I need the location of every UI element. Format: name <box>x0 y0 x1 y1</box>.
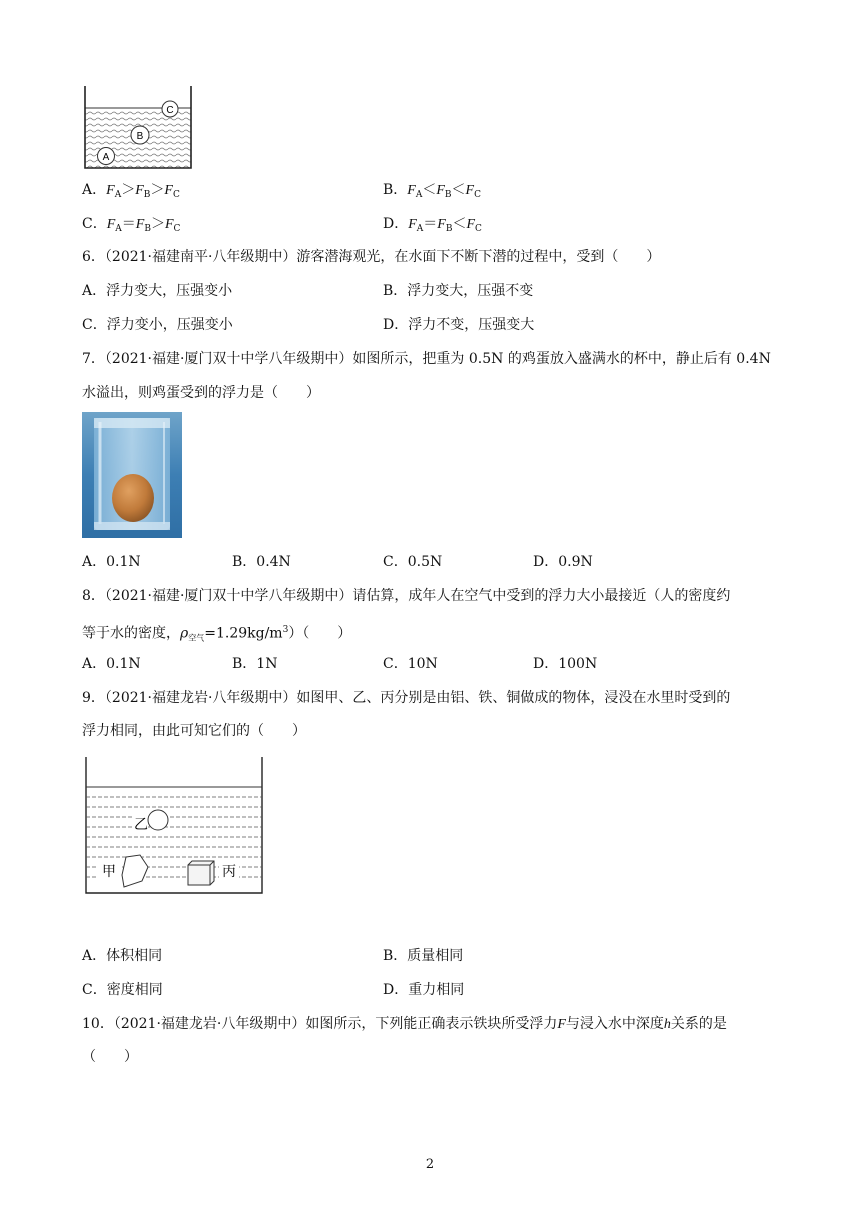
q7-stem-line1: 7．（2021·福建·厦门双十中学八年级期中）如图所示，把重为 0.5N 的鸡蛋放入盛满水的杯中，静止后有 0.4N <box>82 351 771 367</box>
q9-option-d: D．重力相同 <box>383 982 465 998</box>
q9-option-b: B．质量相同 <box>383 948 464 964</box>
q9-stem-line1: 9．（2021·福建龙岩·八年级期中）如图甲、乙、丙分别是由铝、铁、铜做成的物体，浸没在水里时受到的 <box>82 690 731 706</box>
q5-beaker-figure <box>80 86 196 172</box>
q6-option-b: B．浮力变大，压强不变 <box>383 283 534 299</box>
q5-option-b: B．$F_A<F_B<F_C$ <box>383 182 481 200</box>
ball-b <box>131 126 149 144</box>
q6-stem: 6．（2021·福建南平·八年级期中）游客潜海观光，在水面下不断下潜的过程中，受到（ ） <box>82 249 661 265</box>
q8-option-d: D．100N <box>533 656 598 672</box>
ball-a <box>98 148 115 165</box>
q9-option-a: A．体积相同 <box>82 948 163 964</box>
ball-c <box>162 101 178 117</box>
page-number: 2 <box>425 1157 435 1172</box>
object-jia-label: 甲 <box>102 864 116 880</box>
q5-option-d: D．$F_A=F_B<F_C$ <box>383 216 482 234</box>
q5-option-a: A．$F_A>F_B>F_C$ <box>82 182 180 200</box>
egg <box>112 474 154 522</box>
q6-option-a: A．浮力变大，压强变小 <box>82 283 233 299</box>
q9-beaker-figure <box>82 757 268 897</box>
ball-b-label: B <box>136 131 144 142</box>
object-yi <box>134 810 168 833</box>
q7-stem-line2: 水溢出，则鸡蛋受到的浮力是（ ） <box>82 385 320 401</box>
q7-egg-photo <box>82 412 182 538</box>
q7-option-a: A．0.1N <box>82 554 141 570</box>
object-bing <box>188 861 239 885</box>
q8-option-a: A．0.1N <box>82 656 141 672</box>
q8-stem-line1: 8．（2021·福建·厦门双十中学八年级期中）请估算，成年人在空气中受到的浮力大小最接近（人的密度约 <box>82 588 731 604</box>
ball-a-label: A <box>102 152 110 163</box>
q8-option-b: B．1N <box>232 656 278 672</box>
q8-option-c: C．10N <box>383 656 438 672</box>
q10-stem-line2: （ ） <box>82 1049 138 1065</box>
q7-option-b: B．0.4N <box>232 554 291 570</box>
q7-option-d: D．0.9N <box>533 554 593 570</box>
q9-stem-line2: 浮力相同，由此可知它们的（ ） <box>82 723 306 739</box>
object-yi-label: 乙 <box>134 817 148 833</box>
q6-option-c: C．浮力变小，压强变小 <box>82 317 233 333</box>
q10-stem-line1: 10．（2021·福建龙岩·八年级期中）如图所示，下列能正确表示铁块所受浮力F与浸入水中深度h关系的是 <box>82 1016 727 1032</box>
rho-symbol: ρ <box>180 625 189 642</box>
q6-option-d: D．浮力不变，压强变大 <box>383 317 535 333</box>
q9-option-c: C．密度相同 <box>82 982 163 998</box>
q8-stem-line2: 等于水的密度，$\rho_{空气}=1.29kg/m^3$）（ ） <box>82 625 352 643</box>
ball-c-label: C <box>166 105 174 116</box>
object-bing-label: 丙 <box>222 864 236 880</box>
q5-option-c: C．$F_A=F_B>F_C$ <box>82 216 181 234</box>
q7-option-c: C．0.5N <box>383 554 443 570</box>
object-jia <box>98 855 148 887</box>
